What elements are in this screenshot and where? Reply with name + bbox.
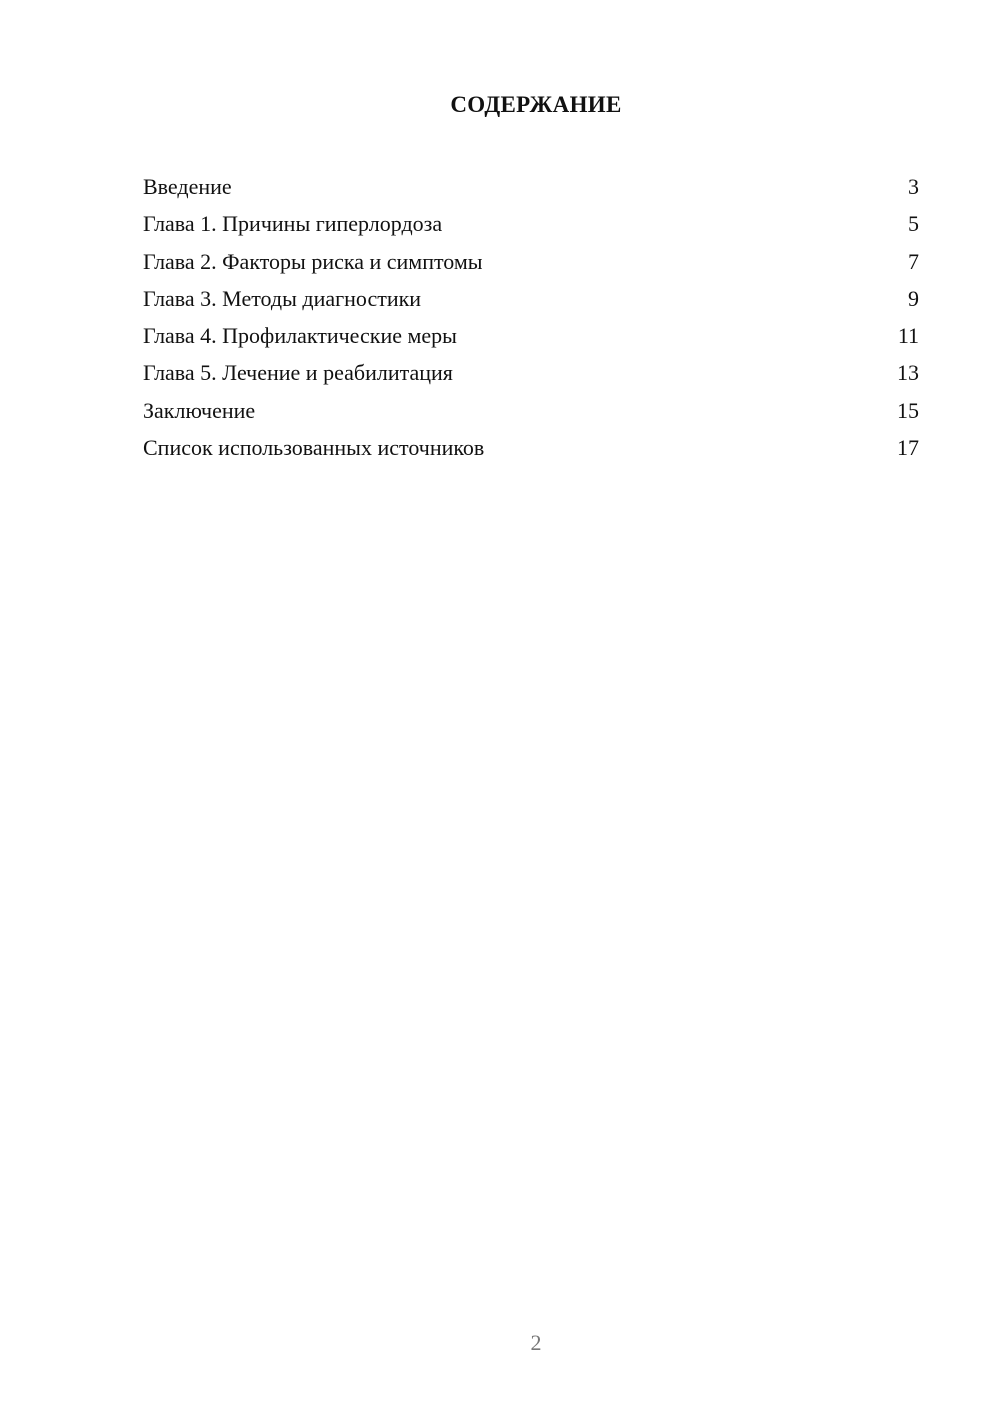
table-of-contents [143, 168, 919, 466]
toc-entry-title: Глава 2. Факторы риска и симптомы [143, 248, 483, 274]
page-title: СОДЕРЖАНИЕ [450, 92, 622, 117]
toc-entry-page: 7 [908, 248, 919, 274]
toc-entry-title: Глава 1. Причины гиперлордоза [143, 211, 443, 237]
toc-entry-title: Глава 3. Методы диагностики [143, 285, 422, 311]
toc-entry-chapter-1 [143, 205, 919, 242]
toc-entry-chapter-3 [143, 280, 919, 317]
toc-entry-chapter-4 [143, 317, 919, 354]
toc-entry-introduction [143, 168, 919, 205]
toc-entry-title: Глава 5. Лечение и реабилитация [143, 360, 453, 386]
toc-entry-page: 15 [897, 397, 919, 423]
toc-entry-title: Введение [143, 174, 232, 199]
toc-entry-page: 13 [897, 360, 919, 386]
toc-entry-page: 9 [908, 285, 919, 311]
toc-entry-conclusion [143, 392, 919, 429]
toc-entry-page: 11 [897, 323, 919, 349]
toc-entry-title: Список использованных источников [143, 435, 485, 461]
toc-entry-page: 5 [908, 211, 919, 237]
toc-entry-page: 3 [908, 174, 919, 199]
toc-entry-references [143, 429, 919, 466]
toc-entry-chapter-2 [143, 243, 919, 280]
toc-entry-page: 17 [897, 435, 919, 461]
toc-entry-title: Заключение [143, 397, 256, 423]
toc-entry-title: Глава 4. Профилактические меры [143, 323, 457, 349]
toc-entry-chapter-5 [143, 354, 919, 391]
page-number: 2 [530, 1330, 542, 1355]
